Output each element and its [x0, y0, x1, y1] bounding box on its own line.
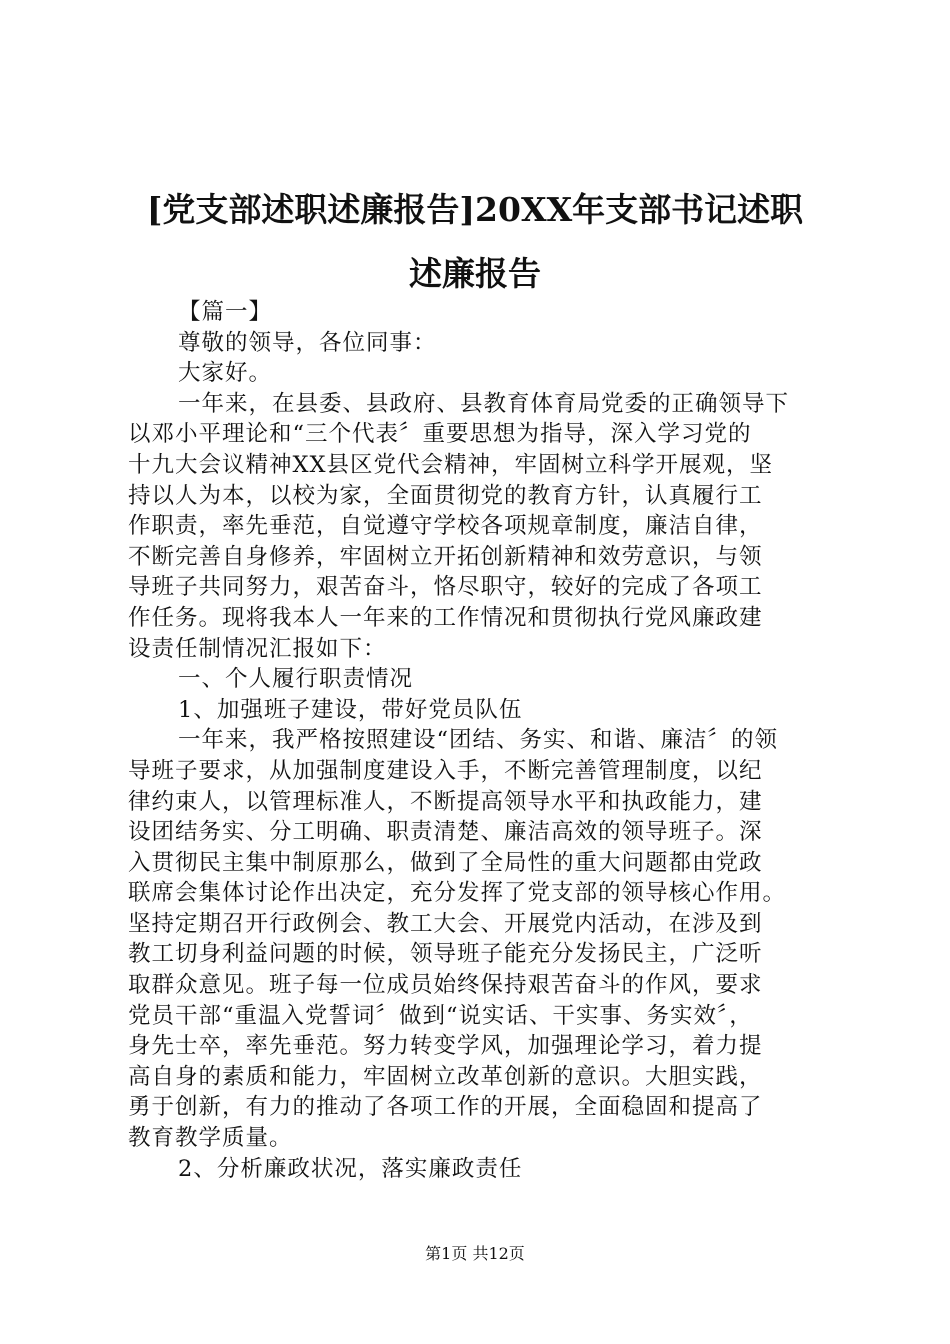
body-line: 以邓小平理论和“三个代表〞重要思想为指导，深入学习党的 — [128, 421, 752, 448]
body-line: 1、加强班子建设，带好党员队伍 — [178, 696, 523, 723]
body-line: 【篇一】 — [178, 299, 273, 325]
body-line: 作职责，率先垂范，自觉遵守学校各项规章制度，廉洁自律， — [128, 513, 763, 540]
body-line: 尊敬的领导，各位同事： — [178, 329, 437, 356]
body-line: 导班子共同努力，艰苦奋斗，恪尽职守，较好的完成了各项工 — [128, 574, 763, 601]
body-line: 十九大会议精神XX县区党代会精神，牢固树立科学开展观，坚 — [128, 451, 774, 478]
body-line: 教育教学质量。 — [128, 1125, 293, 1152]
body-line: 勇于创新，有力的推动了各项工作的开展，全面稳固和提高了 — [128, 1094, 763, 1121]
body-line: 高自身的素质和能力，牢固树立改革创新的意识。大胆实践， — [128, 1063, 763, 1090]
body-line: 导班子要求，从加强制度建设入手，不断完善管理制度，以纪 — [128, 757, 763, 784]
body-line: 身先士卒，率先垂范。努力转变学风，加强理论学习，着力提 — [128, 1033, 763, 1060]
body-line: 党员干部“重温入党誓词〞做到“说实话、干实事、务实效〞， — [128, 1002, 753, 1029]
body-line: 一、个人履行职责情况 — [178, 666, 414, 693]
body-line: 作任务。现将我本人一年来的工作情况和贯彻执行党风廉政建 — [128, 604, 763, 631]
body-line: 联席会集体讨论作出决定，充分发挥了党支部的领导核心作用。 — [128, 880, 787, 907]
body-line: 持以人为本，以校为家，全面贯彻党的教育方针，认真履行工 — [128, 482, 763, 509]
document-title — [120, 178, 830, 306]
body-line: 大家好。 — [178, 360, 273, 387]
body-line: 入贯彻民主集中制原那么，做到了全局性的重大问题都由党政 — [128, 849, 763, 876]
body-line: 一年来，在县委、县政府、县教育体育局党委的正确领导下 — [178, 390, 790, 417]
body-line: 设团结务实、分工明确、职责清楚、廉洁高效的领导班子。深 — [128, 819, 763, 846]
body-line: 不断完善自身修养，牢固树立开拓创新精神和效劳意识，与领 — [128, 543, 763, 570]
title-line-1: [党支部述职述廉报告]20XX年支部书记述职 — [146, 190, 804, 229]
body-line: 取群众意见。班子每一位成员始终保持艰苦奋斗的作风，要求 — [128, 972, 763, 999]
body-line: 教工切身利益问题的时候，领导班子能充分发扬民主，广泛听 — [128, 941, 763, 968]
body-line: 律约束人，以管理标准人，不断提高领导水平和执政能力，建 — [128, 788, 763, 815]
document-body — [128, 297, 833, 1184]
body-line: 2、分析廉政状况，落实廉政责任 — [178, 1155, 523, 1182]
title-line-2: 述廉报告 — [409, 254, 541, 293]
page-footer: 第1页 共12页 — [425, 1244, 525, 1263]
body-line: 一年来，我严格按照建设“团结、务实、和谐、廉洁〞的领 — [178, 727, 779, 754]
body-line: 坚持定期召开行政例会、教工大会、开展党内活动，在涉及到 — [128, 910, 763, 937]
body-line: 设责任制情况汇报如下： — [128, 635, 387, 662]
